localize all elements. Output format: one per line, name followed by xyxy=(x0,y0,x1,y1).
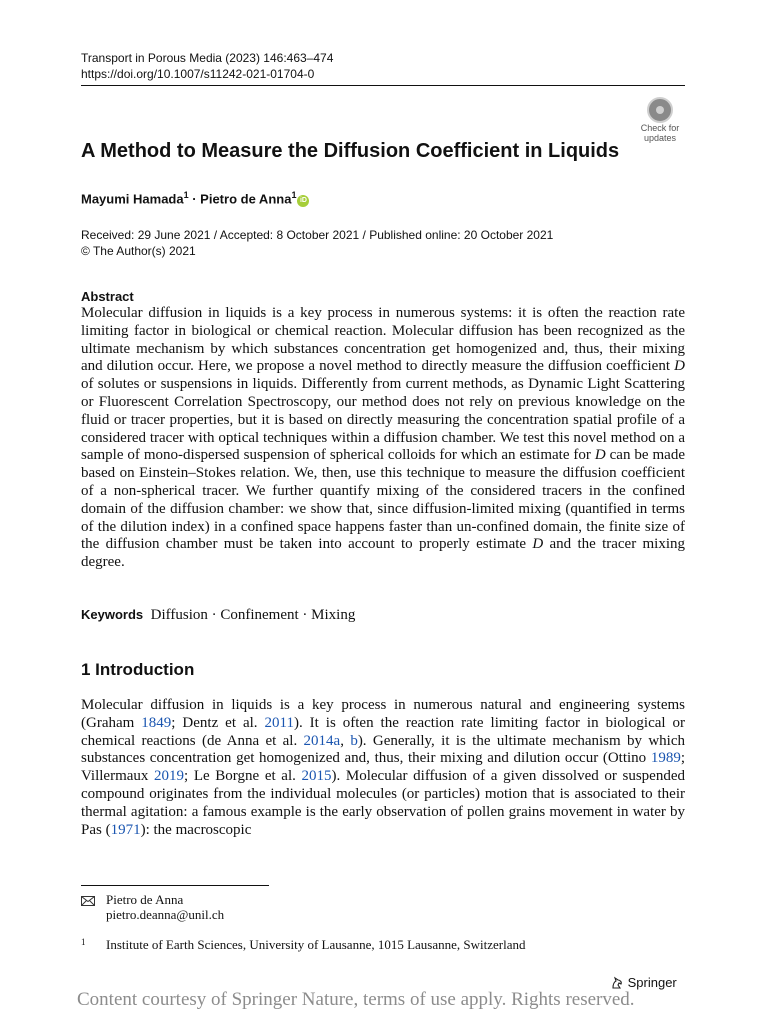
symbol-d: D xyxy=(594,447,606,464)
received-accepted-line: Received: 29 June 2021 / Accepted: 8 October 2021 / Published online: 20 October 2021 xyxy=(81,228,554,242)
keywords xyxy=(81,606,355,624)
citation-link[interactable]: 1849 xyxy=(141,714,172,731)
author-affil-sup: 1 xyxy=(183,190,189,200)
check-updates-line2: updates xyxy=(643,133,677,143)
check-for-updates-icon xyxy=(647,97,673,123)
author-affil-sup: 1 xyxy=(291,190,297,200)
check-updates-line1: Check for xyxy=(640,123,680,133)
citation-link[interactable]: 2011 xyxy=(264,714,294,731)
courtesy-watermark: Content courtesy of Springer Nature, terms of use apply. Rights reserved. xyxy=(77,989,635,1010)
abstract-text-run: of solutes or suspensions in liquids. Differently from current methods, as Dynamic Light Scattering or Fluorescent Correlation Spectroscopy, our method does not rely on previous knowledge on the fluid or tracer properties, but it is based on directly measuring the concentration spatial profile of a considered tracer with optical techniques within a diffusion chamber. We test this novel method on a sample of mono-dispersed suspension of spherical colloids for which an estimate for xyxy=(81,376,685,464)
check-for-updates-badge[interactable] xyxy=(632,97,688,143)
publisher-name: Springer xyxy=(627,975,677,990)
corresponding-email[interactable]: pietro.deanna@unil.ch xyxy=(106,907,225,922)
author-separator: · xyxy=(188,191,201,207)
header-rule xyxy=(81,85,685,86)
footnote-rule xyxy=(81,885,269,886)
abstract-text-run: and the tracer mixing degree. xyxy=(81,536,685,571)
abstract-heading: Abstract xyxy=(81,289,134,304)
publication-dates xyxy=(81,227,553,259)
symbol-d: D xyxy=(674,358,685,375)
intro-text-run: ; Dentz et al. xyxy=(171,714,265,731)
abstract-text xyxy=(81,305,685,572)
affiliation xyxy=(81,935,526,952)
citation-link[interactable]: 2019 xyxy=(154,768,185,785)
citation-link[interactable]: 2015 xyxy=(301,768,332,785)
symbol-d: D xyxy=(532,536,544,553)
citation-link[interactable]: 2014a xyxy=(303,732,341,749)
citation-link[interactable]: b xyxy=(350,732,358,749)
introduction-text xyxy=(81,697,685,839)
intro-text-run: ). It is often the reaction rate limiting factor in biological or chemical reactions (de Anna et al. xyxy=(81,714,686,749)
affiliation-number: 1 xyxy=(81,937,86,947)
citation-link[interactable]: 1989 xyxy=(650,750,681,767)
journal-header xyxy=(81,50,333,82)
keywords-label: Keywords xyxy=(81,607,144,622)
doi-link[interactable]: https://doi.org/10.1007/s11242-021-01704-0 xyxy=(81,67,315,81)
abstract-text-run: can be made based on Einstein–Stokes relation. We, then, use this technique to measure the diffusion coefficient of a non-spherical tracer. We further quantify mixing of the considered tracers in the confined domain of the diffusion chamber: we show that, since diffusion-limited mixing (quantified in terms of the dilution index) in a confined space happens faster than un-confined domain, the finite size of the diffusion chamber must be taken into account to properly estimate xyxy=(81,447,685,553)
paper-title: A Method to Measure the Diffusion Coefficient in Liquids xyxy=(81,140,620,162)
corresponding-name: Pietro de Anna xyxy=(106,892,184,907)
keywords-list: Diffusion · Confinement · Mixing xyxy=(150,607,356,623)
orcid-icon[interactable]: iD xyxy=(297,195,309,207)
intro-text-run: ; Villermaux xyxy=(81,750,685,785)
author-de-anna[interactable]: Pietro de Anna xyxy=(200,191,292,207)
intro-text-run: ): the macroscopic xyxy=(140,821,252,838)
affiliation-text: Institute of Earth Sciences, University of Lausanne, 1015 Lausanne, Switzerland xyxy=(106,937,526,952)
author-hamada[interactable]: Mayumi Hamada xyxy=(81,191,184,207)
intro-text-run: Molecular diffusion in liquids is a key process in numerous natural and engineering systems (Graham xyxy=(81,697,685,731)
abstract-text-run: Molecular diffusion in liquids is a key process in numerous systems: it is often the reaction rate limiting factor in biological or chemical reaction. Molecular diffusion has been recognized as the ultimate mechanism by which substances concentration get homogenized and, thus, their mixing and dilution occur. Here, we propose a novel method to directly measure the diffusion coefficient xyxy=(81,305,685,375)
copyright-line: © The Author(s) 2021 xyxy=(81,244,196,258)
corresponding-author xyxy=(106,892,224,922)
intro-text-run: ). Molecular diffusion of a given dissolved or suspended compound originates from the individual molecules (or particles) motion that is associated to their thermal agitation: a famous example is the early observation of pollen grains movement in water by Pas ( xyxy=(81,768,685,838)
envelope-icon xyxy=(81,896,95,906)
journal-citation: Transport in Porous Media (2023) 146:463–474 xyxy=(81,51,334,65)
author-list xyxy=(81,186,309,208)
intro-text-run: ). Generally, it is the ultimate mechanism by which substances concentration get homogenized and, thus, their mixing and dilution occur (Ottino xyxy=(81,732,685,767)
section-heading-introduction: 1 Introduction xyxy=(81,660,195,679)
intro-text-run: ; Le Borgne et al. xyxy=(184,768,302,785)
intro-text-run: , xyxy=(340,732,351,749)
citation-link[interactable]: 1971 xyxy=(110,821,141,838)
